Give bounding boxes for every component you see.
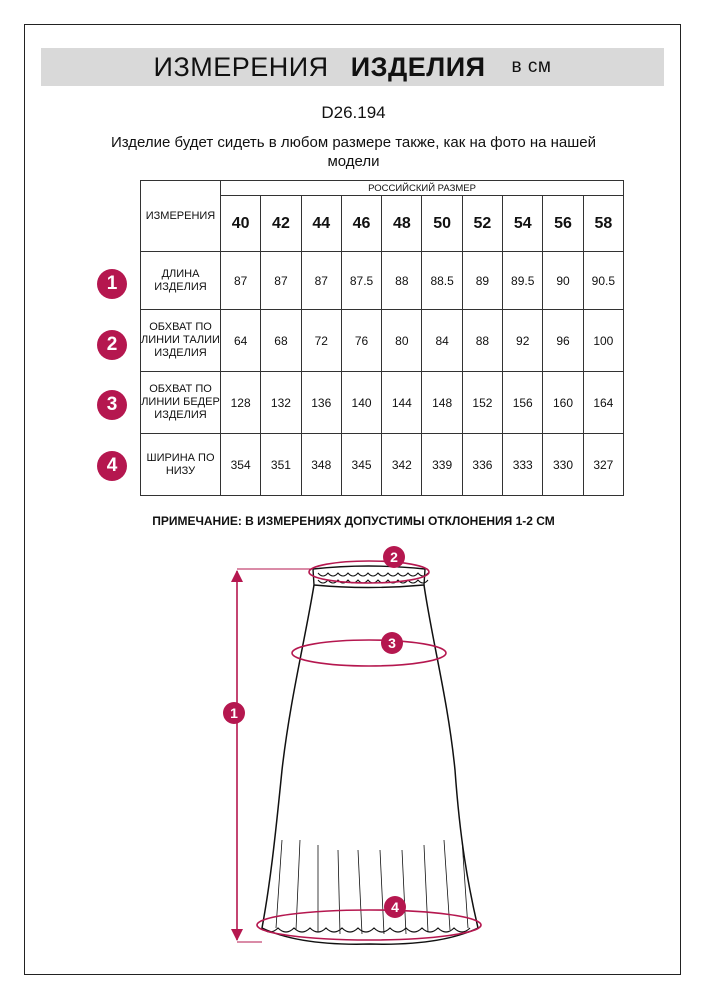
row-label: ДЛИНА ИЗДЕЛИЯ: [141, 252, 221, 310]
size-header-48: 48: [382, 196, 422, 252]
table-cell: 64: [221, 310, 261, 372]
table-cell: 96: [543, 310, 583, 372]
table-cell: 136: [301, 372, 341, 434]
table-cell: 132: [261, 372, 301, 434]
diagram-marker-label-4: 4: [391, 899, 399, 915]
title-part-product: ИЗДЕЛИЯ: [350, 51, 486, 82]
table-cell: 68: [261, 310, 301, 372]
table-cell: 89.5: [503, 252, 543, 310]
table-cell: 87: [221, 252, 261, 310]
corner-label: ИЗМЕРЕНИЯ: [141, 181, 221, 252]
diagram-marker-label-2: 2: [390, 549, 398, 565]
size-header-50: 50: [422, 196, 462, 252]
waistband-shape: [313, 566, 425, 588]
fit-subtitle: Изделие будет сидеть в любом размере также, как на фото на нашей модели: [110, 134, 597, 170]
table-cell: 80: [382, 310, 422, 372]
size-header-42: 42: [261, 196, 301, 252]
table-cell: 336: [462, 434, 502, 496]
table-cell: 164: [583, 372, 623, 434]
product-code: D26.194: [321, 103, 386, 122]
table-cell: 88: [462, 310, 502, 372]
table-cell: 330: [543, 434, 583, 496]
table-cell: 72: [301, 310, 341, 372]
size-header-40: 40: [221, 196, 261, 252]
table-cell: 89: [462, 252, 502, 310]
table-cell: 345: [341, 434, 381, 496]
table-cell: 342: [382, 434, 422, 496]
row-label: ОБХВАТ ПО ЛИНИИ ТАЛИИ ИЗДЕЛИЯ: [141, 310, 221, 372]
row-number-badge-1: 1: [97, 269, 127, 299]
table-cell: 76: [341, 310, 381, 372]
table-cell: 333: [503, 434, 543, 496]
table-cell: 87: [301, 252, 341, 310]
table-cell: 354: [221, 434, 261, 496]
size-header-46: 46: [341, 196, 381, 252]
title-part-units: в см: [511, 56, 552, 77]
size-header-44: 44: [301, 196, 341, 252]
table-cell: 351: [261, 434, 301, 496]
table-cell: 100: [583, 310, 623, 372]
table-cell: 88.5: [422, 252, 462, 310]
row-number-badge-2: 2: [97, 330, 127, 360]
table-cell: 339: [422, 434, 462, 496]
table-cell: 92: [503, 310, 543, 372]
table-cell: 148: [422, 372, 462, 434]
size-header-56: 56: [543, 196, 583, 252]
row-number-badge-4: 4: [97, 451, 127, 481]
diagram-marker-label-1: 1: [230, 705, 238, 721]
table-cell: 156: [503, 372, 543, 434]
diagram-marker-label-3: 3: [388, 635, 396, 651]
table-cell: 84: [422, 310, 462, 372]
table-cell: 128: [221, 372, 261, 434]
table-cell: 348: [301, 434, 341, 496]
table-cell: 160: [543, 372, 583, 434]
tolerance-note: ПРИМЕЧАНИЕ: В ИЗМЕРЕНИЯХ ДОПУСТИМЫ ОТКЛОНЕНИЯ 1-2 СМ: [152, 514, 555, 528]
row-label: ШИРИНА ПО НИЗУ: [141, 434, 221, 496]
table-cell: 327: [583, 434, 623, 496]
table-cell: 140: [341, 372, 381, 434]
table-cell: 88: [382, 252, 422, 310]
skirt-outline: [262, 585, 478, 944]
table-cell: 90: [543, 252, 583, 310]
table-cell: 144: [382, 372, 422, 434]
table-cell: 87: [261, 252, 301, 310]
table-cell: 152: [462, 372, 502, 434]
row-label: ОБХВАТ ПО ЛИНИИ БЕДЕР ИЗДЕЛИЯ: [141, 372, 221, 434]
table-cell: 87.5: [341, 252, 381, 310]
size-header-58: 58: [583, 196, 623, 252]
size-group-label: РОССИЙСКИЙ РАЗМЕР: [221, 181, 624, 196]
size-header-52: 52: [462, 196, 502, 252]
table-cell: 90.5: [583, 252, 623, 310]
size-header-54: 54: [503, 196, 543, 252]
title-part-measurements: ИЗМЕРЕНИЯ: [153, 51, 329, 82]
row-number-badge-3: 3: [97, 390, 127, 420]
